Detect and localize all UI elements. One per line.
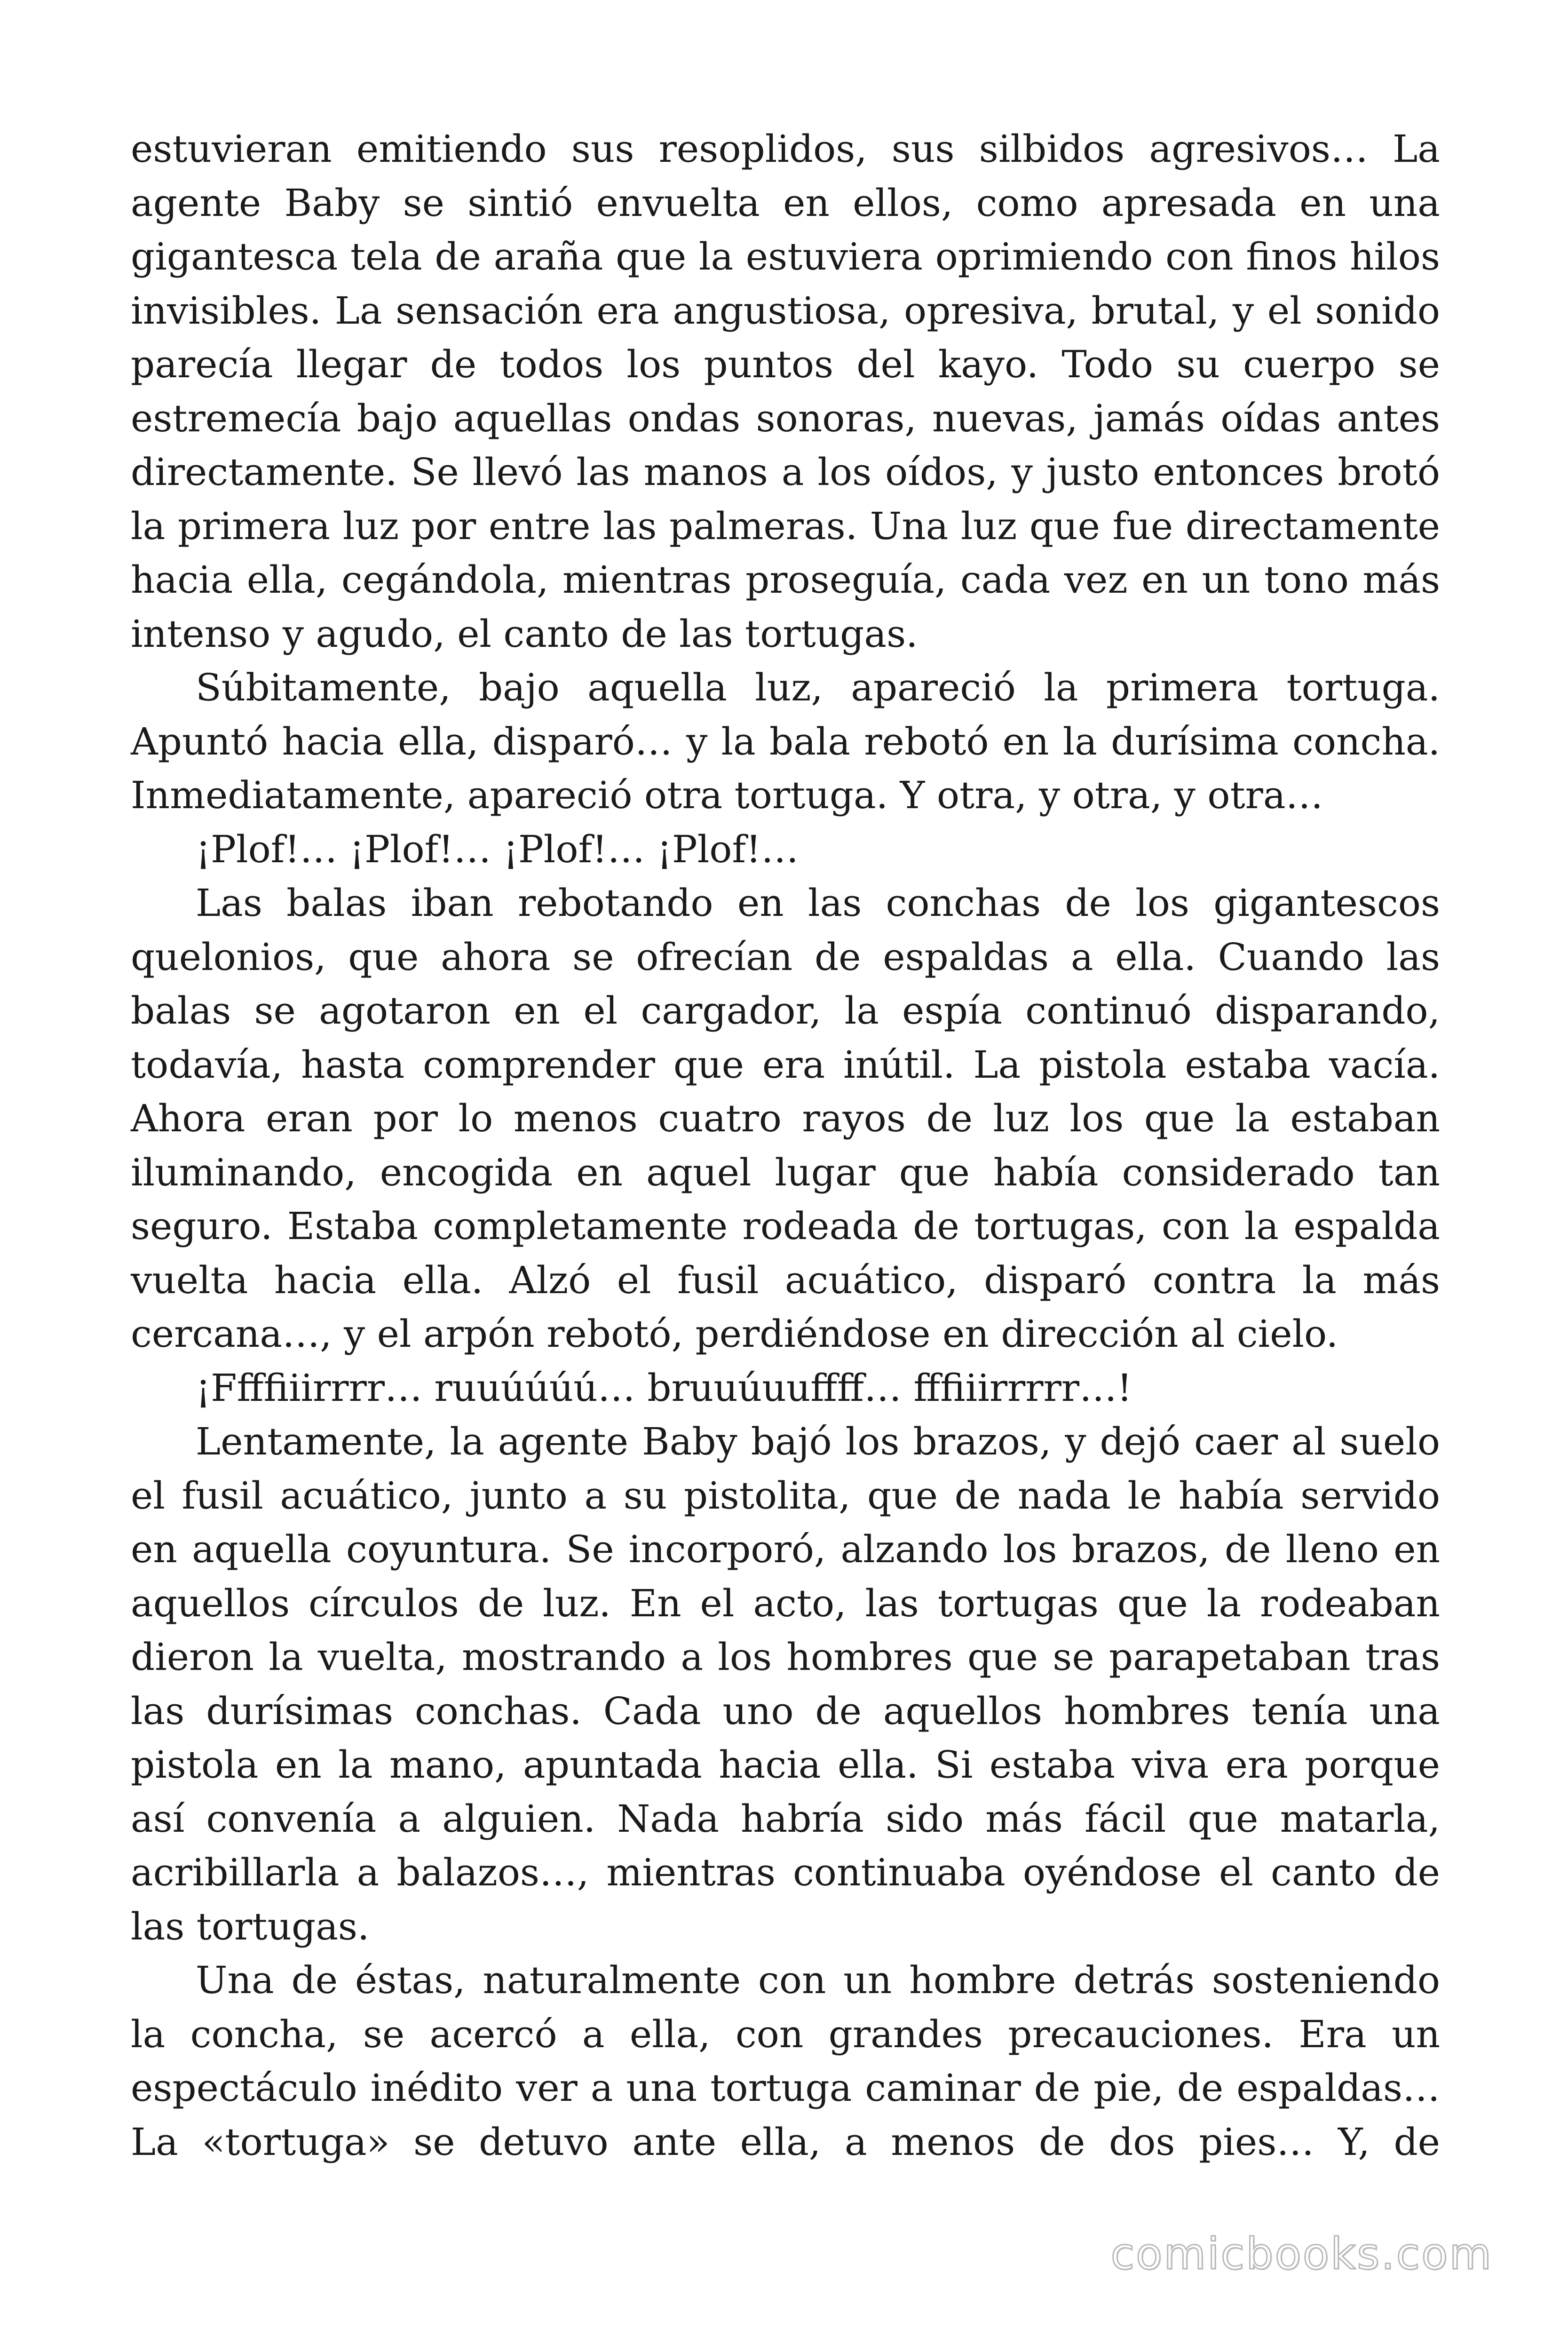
paragraph-1: estuvieran emitiendo sus resoplidos, sus silbidos agresivos… La agente Baby se sintió envuelta en ellos, como apresada en una gigantesca tela de araña que la estuviera oprimiendo con finos hilos invisibles. La sensación era angustiosa, opresiva, brutal, y el sonido parecía llegar de todos los puntos del kayo. Todo su cuerpo se estremecía bajo aquellas ondas sonoras, nuevas, jamás oídas antes directamente. Se llevó las manos a los oídos, y justo entonces brotó la primera luz por entre las palmeras. Una luz que fue directamente hacia ella, cegándola, mientras proseguía, cada vez en un tono más intenso y agudo, el canto de las tortugas. bbox=[131, 127, 1440, 656]
paragraph-6: Lentamente, la agente Baby bajó los brazos, y dejó caer al suelo el fusil acuático, junto a su pistolita, que de nada le había servido en aquella coyuntura. Se incorporó, alzando los brazos, de lleno en aquellos círculos de luz. En el acto, las tortugas que la rodeaban dieron la vuelta, mostrando a los hombres que se parapetaban tras las durísimas conchas. Cada uno de aquellos hombres tenía una pistola en la mano, apuntada hacia ella. Si estaba viva era porque así convenía a alguien. Nada habría sido más fácil que matarla, acribillarla a balazos…, mientras continuaba oyéndose el canto de las tortugas. bbox=[131, 1420, 1440, 1948]
watermark-text: comicbooks.com bbox=[1110, 2229, 1493, 2279]
book-page-text bbox=[131, 122, 1440, 2169]
paragraph-5: ¡Ffffiiirrrr… ruuúúúú… bruuúuuffff… fffiiirrrrr…! bbox=[196, 1366, 1132, 1410]
paragraph-4: Las balas iban rebotando en las conchas de los gigantescos quelonios, que ahora se ofrecían de espaldas a ella. Cuando las balas se agotaron en el cargador, la espía continuó disparando, todavía, hasta comprender que era inútil. La pistola estaba vacía. Ahora eran por lo menos cuatro rayos de luz los que la estaban iluminando, encogida en aquel lugar que había considerado tan seguro. Estaba completamente rodeada de tortugas, con la espalda vuelta hacia ella. Alzó el fusil acuático, disparó contra la más cercana…, y el arpón rebotó, perdiéndose en dirección al cielo. bbox=[131, 881, 1440, 1356]
paragraph-2: Súbitamente, bajo aquella luz, apareció la primera tortuga. Apuntó hacia ella, disparó… y la bala rebotó en la durísima concha. Inmediatamente, apareció otra tortuga. Y otra, y otra, y otra… bbox=[131, 666, 1440, 817]
paragraph-7: Una de éstas, naturalmente con un hombre detrás sosteniendo la concha, se acercó a ella, con grandes precauciones. Era un espectáculo inédito ver a una tortuga caminar de pie, de espaldas… La «tortuga» se detuvo ante ella, a menos de dos pies… Y, de bbox=[131, 1958, 1440, 2164]
paragraph-3: ¡Plof!… ¡Plof!… ¡Plof!… ¡Plof!… bbox=[196, 827, 799, 871]
